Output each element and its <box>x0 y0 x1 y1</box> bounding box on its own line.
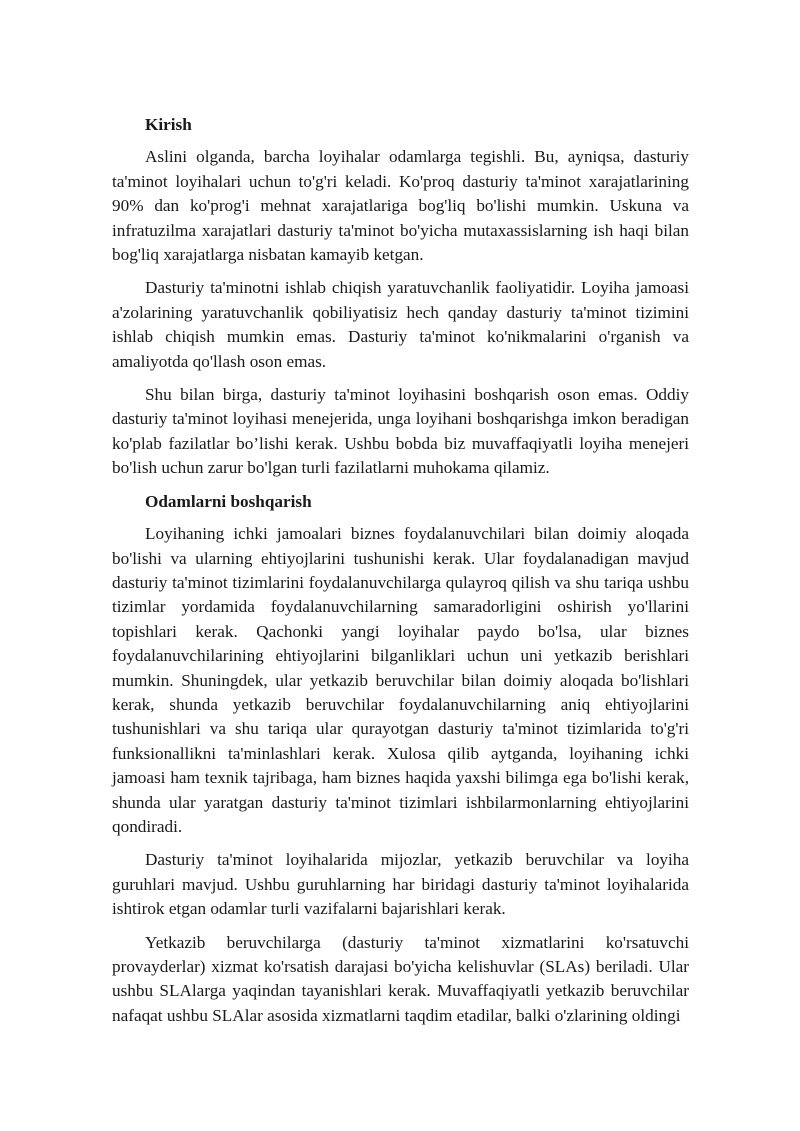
intro-paragraph-2: Dasturiy ta'minotni ishlab chiqish yaratuvchanlik faoliyatidir. Loyiha jamoasi a'zolarining yaratuvchanlik qobiliyatisiz hech qanday dasturiy ta'minot tizimini ishlab chiqish mumkin emas. Dasturiy ta'minot ko'nikmalarini o'rganish va amaliyotda qo'llash oson emas. <box>112 278 689 371</box>
people-paragraph-3: Yetkazib beruvchilarga (dasturiy ta'minot xizmatlarini ko'rsatuvchi provayderlar) xizmat ko'rsatish darajasi bo'yicha kelishuvlar (SLAs) beriladi. Ular ushbu SLAlarga yaqindan tayanishlari kerak. Muvaffaqiyatli yetkazib beruvchilar nafaqat ushbu SLAlar asosida xizmatlarni taqdim etadilar, balki o'zlarining oldingi <box>112 932 689 1025</box>
section-heading-people-management: Odamlarni boshqarish <box>145 491 312 511</box>
document-page <box>112 113 689 1037</box>
section-heading-intro: Kirish <box>145 115 192 134</box>
people-paragraph-1: Loyihaning ichki jamoalari biznes foydalanuvchilari bilan doimiy aloqada bo'lishi va ularning ehtiyojlarini tushunishi kerak. Ular foydalanadigan mavjud dasturiy ta'minot tizimlarini foydalanuvchilarga qulayroq qilish va shu tariqa ushbu tizimlar yordamida foydalanuvchilarning samaradorligini oshirish yo'llarini topishlari kerak. Qachonki yangi loyihalar paydo bo'lsa, ular biznes foydalanuvchilarining ehtiyojlarini bilganliklari uchun uni yetkazib berishlari mumkin. Shuningdek, ular yetkazib beruvchilar bilan doimiy aloqada bo'lishlari kerak, shunda yetkazib beruvchilar foydalanuvchilarning aniq ehtiyojlarini tushunishlari va shu tariqa ular qurayotgan dasturiy ta'minot tizimlarida to'g'ri funksionallikni ta'minlashlari kerak. Xulosa qilib aytganda, loyihaning ichki jamoasi ham texnik tajribaga, ham biznes haqida yaxshi bilimga ega bo'lishi kerak, shunda ular yaratgan dasturiy ta'minot tizimlari ishbilarmonlarning ehtiyojlarini qondiradi. <box>112 524 689 836</box>
intro-paragraph-1: Aslini olganda, barcha loyihalar odamlarga tegishli. Bu, ayniqsa, dasturiy ta'minot loyihalari uchun to'g'ri keladi. Ko'proq dasturiy ta'minot xarajatlarining 90% dan ko'prog'i mehnat xarajatlariga bog'liq bo'lishi mumkin. Uskuna va infratuzilma xarajatlari dasturiy ta'minot bo'yicha mutaxassislarning ish haqi bilan bog'liq xarajatlarga nisbatan kamayib ketgan. <box>112 147 689 265</box>
people-paragraph-2: Dasturiy ta'minot loyihalarida mijozlar, yetkazib beruvchilar va loyiha guruhlari mavjud. Ushbu guruhlarning har biridagi dasturiy ta'minot loyihalarida ishtirok etgan odamlar turli vazifalarni bajarishlari kerak. <box>112 850 689 919</box>
intro-paragraph-3: Shu bilan birga, dasturiy ta'minot loyihasini boshqarish oson emas. Oddiy dasturiy ta'minot loyihasi menejerida, unga loyihani boshqarishga imkon beradigan ko'plab fazilatlar bo’lishi kerak. Ushbu bobda biz muvaffaqiyatli loyiha menejeri bo'lish uchun zarur bo'lgan turli fazilatlarni muhokama qilamiz. <box>112 385 689 478</box>
